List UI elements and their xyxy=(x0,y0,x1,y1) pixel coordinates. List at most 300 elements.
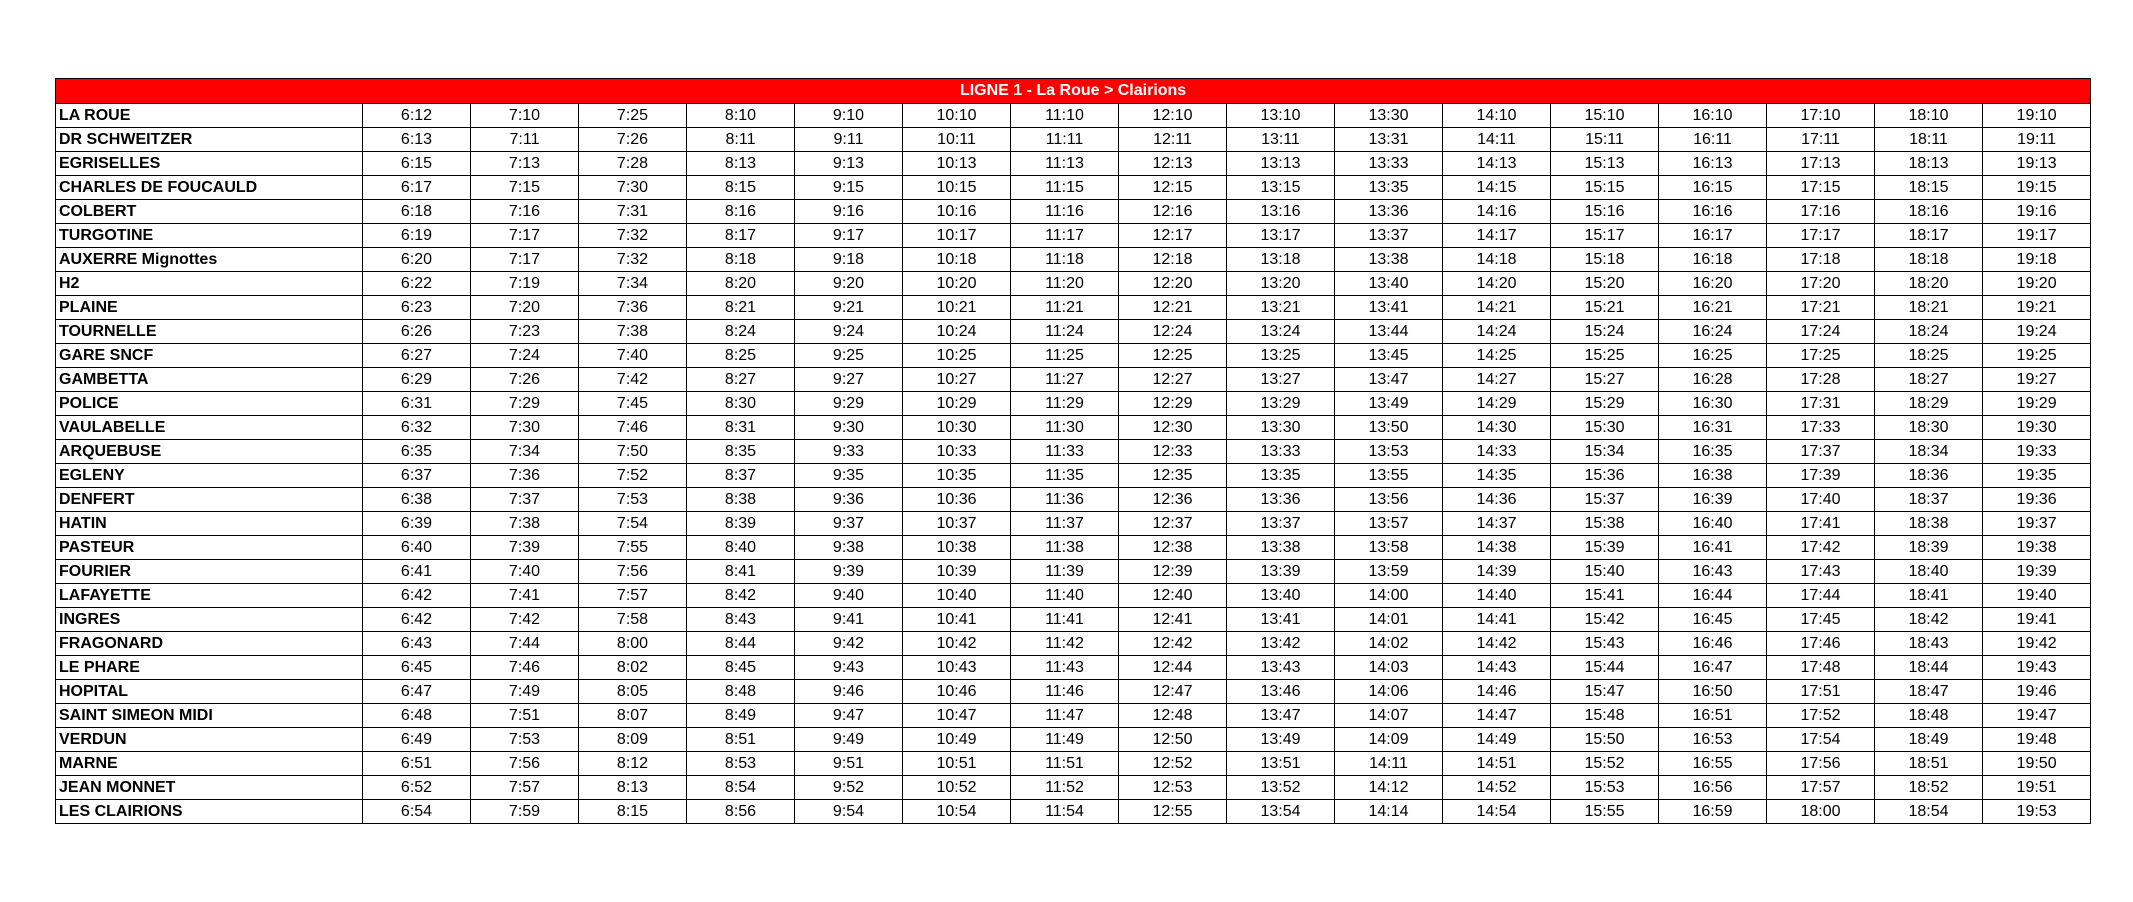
table-row xyxy=(56,776,2091,800)
departure-time: 6:40 xyxy=(363,536,471,560)
departure-time: 9:20 xyxy=(795,272,903,296)
stop-name: AUXERRE Mignottes xyxy=(56,248,363,272)
departure-time: 13:30 xyxy=(1335,104,1443,128)
departure-time: 16:45 xyxy=(1659,608,1767,632)
departure-time: 13:58 xyxy=(1335,536,1443,560)
departure-time: 8:15 xyxy=(687,176,795,200)
departure-time: 11:38 xyxy=(1011,536,1119,560)
departure-time: 17:46 xyxy=(1767,632,1875,656)
departure-time: 12:40 xyxy=(1119,584,1227,608)
departure-time: 13:13 xyxy=(1227,152,1335,176)
departure-time: 15:48 xyxy=(1551,704,1659,728)
departure-time: 16:51 xyxy=(1659,704,1767,728)
departure-time: 8:30 xyxy=(687,392,795,416)
departure-time: 8:38 xyxy=(687,488,795,512)
departure-time: 11:35 xyxy=(1011,464,1119,488)
departure-time: 13:47 xyxy=(1227,704,1335,728)
departure-time: 14:43 xyxy=(1443,656,1551,680)
departure-time: 16:18 xyxy=(1659,248,1767,272)
departure-time: 6:19 xyxy=(363,224,471,248)
departure-time: 8:10 xyxy=(687,104,795,128)
departure-time: 6:52 xyxy=(363,776,471,800)
departure-time: 9:10 xyxy=(795,104,903,128)
departure-time: 17:10 xyxy=(1767,104,1875,128)
departure-time: 12:27 xyxy=(1119,368,1227,392)
departure-time: 6:45 xyxy=(363,656,471,680)
departure-time: 9:49 xyxy=(795,728,903,752)
departure-time: 16:44 xyxy=(1659,584,1767,608)
departure-time: 12:37 xyxy=(1119,512,1227,536)
departure-time: 14:42 xyxy=(1443,632,1551,656)
departure-time: 18:16 xyxy=(1875,200,1983,224)
departure-time: 13:29 xyxy=(1227,392,1335,416)
departure-time: 14:10 xyxy=(1443,104,1551,128)
title-row xyxy=(56,79,2091,104)
departure-time: 6:42 xyxy=(363,584,471,608)
departure-time: 9:35 xyxy=(795,464,903,488)
departure-time: 7:42 xyxy=(579,368,687,392)
departure-time: 12:33 xyxy=(1119,440,1227,464)
departure-time: 6:47 xyxy=(363,680,471,704)
departure-time: 7:30 xyxy=(471,416,579,440)
departure-time: 14:00 xyxy=(1335,584,1443,608)
departure-time: 10:20 xyxy=(903,272,1011,296)
departure-time: 12:20 xyxy=(1119,272,1227,296)
departure-time: 19:29 xyxy=(1983,392,2091,416)
departure-time: 9:25 xyxy=(795,344,903,368)
departure-time: 10:54 xyxy=(903,800,1011,824)
departure-time: 13:53 xyxy=(1335,440,1443,464)
departure-time: 16:50 xyxy=(1659,680,1767,704)
departure-time: 6:38 xyxy=(363,488,471,512)
departure-time: 14:39 xyxy=(1443,560,1551,584)
departure-time: 10:16 xyxy=(903,200,1011,224)
departure-time: 8:13 xyxy=(579,776,687,800)
departure-time: 10:51 xyxy=(903,752,1011,776)
departure-time: 13:35 xyxy=(1227,464,1335,488)
departure-time: 16:21 xyxy=(1659,296,1767,320)
departure-time: 11:10 xyxy=(1011,104,1119,128)
departure-time: 15:41 xyxy=(1551,584,1659,608)
departure-time: 7:56 xyxy=(579,560,687,584)
departure-time: 15:11 xyxy=(1551,128,1659,152)
departure-time: 18:15 xyxy=(1875,176,1983,200)
departure-time: 17:13 xyxy=(1767,152,1875,176)
table-row xyxy=(56,272,2091,296)
stop-name: H2 xyxy=(56,272,363,296)
departure-time: 11:47 xyxy=(1011,704,1119,728)
departure-time: 12:29 xyxy=(1119,392,1227,416)
departure-time: 19:38 xyxy=(1983,536,2091,560)
departure-time: 16:15 xyxy=(1659,176,1767,200)
timetable-container xyxy=(55,78,2082,824)
departure-time: 6:22 xyxy=(363,272,471,296)
departure-time: 16:11 xyxy=(1659,128,1767,152)
table-row xyxy=(56,344,2091,368)
departure-time: 7:17 xyxy=(471,224,579,248)
departure-time: 16:59 xyxy=(1659,800,1767,824)
departure-time: 12:44 xyxy=(1119,656,1227,680)
departure-time: 19:13 xyxy=(1983,152,2091,176)
departure-time: 18:00 xyxy=(1767,800,1875,824)
departure-time: 9:40 xyxy=(795,584,903,608)
departure-time: 16:53 xyxy=(1659,728,1767,752)
table-row xyxy=(56,704,2091,728)
departure-time: 18:27 xyxy=(1875,368,1983,392)
departure-time: 6:39 xyxy=(363,512,471,536)
table-row xyxy=(56,224,2091,248)
departure-time: 14:47 xyxy=(1443,704,1551,728)
departure-time: 11:46 xyxy=(1011,680,1119,704)
departure-time: 17:24 xyxy=(1767,320,1875,344)
departure-time: 8:15 xyxy=(579,800,687,824)
departure-time: 7:53 xyxy=(579,488,687,512)
stop-name: HOPITAL xyxy=(56,680,363,704)
departure-time: 13:51 xyxy=(1227,752,1335,776)
departure-time: 14:33 xyxy=(1443,440,1551,464)
departure-time: 14:35 xyxy=(1443,464,1551,488)
departure-time: 11:51 xyxy=(1011,752,1119,776)
departure-time: 9:15 xyxy=(795,176,903,200)
departure-time: 13:30 xyxy=(1227,416,1335,440)
departure-time: 19:18 xyxy=(1983,248,2091,272)
departure-time: 6:49 xyxy=(363,728,471,752)
departure-time: 16:39 xyxy=(1659,488,1767,512)
departure-time: 7:26 xyxy=(471,368,579,392)
departure-time: 14:11 xyxy=(1335,752,1443,776)
departure-time: 11:25 xyxy=(1011,344,1119,368)
departure-time: 18:25 xyxy=(1875,344,1983,368)
departure-time: 17:37 xyxy=(1767,440,1875,464)
departure-time: 9:30 xyxy=(795,416,903,440)
departure-time: 15:47 xyxy=(1551,680,1659,704)
departure-time: 19:50 xyxy=(1983,752,2091,776)
timetable xyxy=(55,78,2091,824)
departure-time: 17:18 xyxy=(1767,248,1875,272)
table-row xyxy=(56,536,2091,560)
departure-time: 14:15 xyxy=(1443,176,1551,200)
departure-time: 13:45 xyxy=(1335,344,1443,368)
departure-time: 19:30 xyxy=(1983,416,2091,440)
departure-time: 9:21 xyxy=(795,296,903,320)
departure-time: 11:42 xyxy=(1011,632,1119,656)
table-row xyxy=(56,632,2091,656)
departure-time: 18:51 xyxy=(1875,752,1983,776)
departure-time: 14:09 xyxy=(1335,728,1443,752)
departure-time: 12:35 xyxy=(1119,464,1227,488)
departure-time: 15:30 xyxy=(1551,416,1659,440)
departure-time: 13:27 xyxy=(1227,368,1335,392)
table-row xyxy=(56,608,2091,632)
table-row xyxy=(56,656,2091,680)
departure-time: 14:14 xyxy=(1335,800,1443,824)
departure-time: 6:29 xyxy=(363,368,471,392)
departure-time: 8:07 xyxy=(579,704,687,728)
departure-time: 18:48 xyxy=(1875,704,1983,728)
departure-time: 10:21 xyxy=(903,296,1011,320)
departure-time: 15:17 xyxy=(1551,224,1659,248)
departure-time: 9:38 xyxy=(795,536,903,560)
stop-name: TURGOTINE xyxy=(56,224,363,248)
departure-time: 13:10 xyxy=(1227,104,1335,128)
departure-time: 7:42 xyxy=(471,608,579,632)
departure-time: 12:10 xyxy=(1119,104,1227,128)
table-row xyxy=(56,200,2091,224)
departure-time: 12:16 xyxy=(1119,200,1227,224)
departure-time: 15:40 xyxy=(1551,560,1659,584)
departure-time: 10:42 xyxy=(903,632,1011,656)
departure-time: 11:18 xyxy=(1011,248,1119,272)
departure-time: 18:42 xyxy=(1875,608,1983,632)
departure-time: 18:24 xyxy=(1875,320,1983,344)
departure-time: 7:15 xyxy=(471,176,579,200)
table-row xyxy=(56,248,2091,272)
stop-name: LA ROUE xyxy=(56,104,363,128)
departure-time: 9:52 xyxy=(795,776,903,800)
departure-time: 9:51 xyxy=(795,752,903,776)
departure-time: 6:32 xyxy=(363,416,471,440)
departure-time: 11:27 xyxy=(1011,368,1119,392)
departure-time: 14:01 xyxy=(1335,608,1443,632)
departure-time: 8:11 xyxy=(687,128,795,152)
departure-time: 9:13 xyxy=(795,152,903,176)
departure-time: 7:29 xyxy=(471,392,579,416)
departure-time: 19:40 xyxy=(1983,584,2091,608)
departure-time: 13:47 xyxy=(1335,368,1443,392)
departure-time: 16:43 xyxy=(1659,560,1767,584)
departure-time: 7:13 xyxy=(471,152,579,176)
departure-time: 8:00 xyxy=(579,632,687,656)
departure-time: 11:40 xyxy=(1011,584,1119,608)
departure-time: 19:39 xyxy=(1983,560,2091,584)
departure-time: 13:49 xyxy=(1227,728,1335,752)
departure-time: 18:13 xyxy=(1875,152,1983,176)
departure-time: 15:10 xyxy=(1551,104,1659,128)
departure-time: 6:51 xyxy=(363,752,471,776)
departure-time: 8:42 xyxy=(687,584,795,608)
stop-name: MARNE xyxy=(56,752,363,776)
departure-time: 11:17 xyxy=(1011,224,1119,248)
departure-time: 18:40 xyxy=(1875,560,1983,584)
departure-time: 12:38 xyxy=(1119,536,1227,560)
stop-name: PASTEUR xyxy=(56,536,363,560)
departure-time: 19:53 xyxy=(1983,800,2091,824)
departure-time: 7:40 xyxy=(471,560,579,584)
departure-time: 7:20 xyxy=(471,296,579,320)
departure-time: 19:51 xyxy=(1983,776,2091,800)
departure-time: 13:37 xyxy=(1227,512,1335,536)
departure-time: 13:36 xyxy=(1227,488,1335,512)
departure-time: 10:18 xyxy=(903,248,1011,272)
departure-time: 9:18 xyxy=(795,248,903,272)
departure-time: 7:53 xyxy=(471,728,579,752)
departure-time: 7:32 xyxy=(579,224,687,248)
table-row xyxy=(56,584,2091,608)
departure-time: 14:12 xyxy=(1335,776,1443,800)
stop-name: PLAINE xyxy=(56,296,363,320)
departure-time: 17:56 xyxy=(1767,752,1875,776)
stop-name: INGRES xyxy=(56,608,363,632)
departure-time: 19:36 xyxy=(1983,488,2091,512)
departure-time: 19:16 xyxy=(1983,200,2091,224)
stop-name: VERDUN xyxy=(56,728,363,752)
departure-time: 10:29 xyxy=(903,392,1011,416)
departure-time: 9:27 xyxy=(795,368,903,392)
departure-time: 13:56 xyxy=(1335,488,1443,512)
table-row xyxy=(56,416,2091,440)
departure-time: 10:11 xyxy=(903,128,1011,152)
departure-time: 12:17 xyxy=(1119,224,1227,248)
departure-time: 13:33 xyxy=(1335,152,1443,176)
departure-time: 10:40 xyxy=(903,584,1011,608)
departure-time: 15:13 xyxy=(1551,152,1659,176)
departure-time: 10:43 xyxy=(903,656,1011,680)
departure-time: 19:46 xyxy=(1983,680,2091,704)
table-row xyxy=(56,104,2091,128)
departure-time: 18:21 xyxy=(1875,296,1983,320)
departure-time: 7:52 xyxy=(579,464,687,488)
departure-time: 9:39 xyxy=(795,560,903,584)
departure-time: 15:20 xyxy=(1551,272,1659,296)
departure-time: 18:43 xyxy=(1875,632,1983,656)
departure-time: 19:43 xyxy=(1983,656,2091,680)
departure-time: 18:11 xyxy=(1875,128,1983,152)
departure-time: 19:10 xyxy=(1983,104,2091,128)
departure-time: 13:35 xyxy=(1335,176,1443,200)
departure-time: 7:30 xyxy=(579,176,687,200)
departure-time: 10:36 xyxy=(903,488,1011,512)
departure-time: 10:49 xyxy=(903,728,1011,752)
departure-time: 11:43 xyxy=(1011,656,1119,680)
departure-time: 7:57 xyxy=(579,584,687,608)
departure-time: 18:29 xyxy=(1875,392,1983,416)
departure-time: 10:37 xyxy=(903,512,1011,536)
stop-name: CHARLES DE FOUCAULD xyxy=(56,176,363,200)
departure-time: 17:15 xyxy=(1767,176,1875,200)
departure-time: 16:56 xyxy=(1659,776,1767,800)
table-row xyxy=(56,176,2091,200)
departure-time: 19:37 xyxy=(1983,512,2091,536)
departure-time: 15:55 xyxy=(1551,800,1659,824)
departure-time: 7:26 xyxy=(579,128,687,152)
departure-time: 6:48 xyxy=(363,704,471,728)
departure-time: 17:57 xyxy=(1767,776,1875,800)
departure-time: 11:11 xyxy=(1011,128,1119,152)
departure-time: 17:43 xyxy=(1767,560,1875,584)
departure-time: 7:41 xyxy=(471,584,579,608)
departure-time: 11:16 xyxy=(1011,200,1119,224)
departure-time: 12:15 xyxy=(1119,176,1227,200)
departure-time: 17:44 xyxy=(1767,584,1875,608)
departure-time: 13:49 xyxy=(1335,392,1443,416)
stop-name: JEAN MONNET xyxy=(56,776,363,800)
departure-time: 18:38 xyxy=(1875,512,1983,536)
departure-time: 16:25 xyxy=(1659,344,1767,368)
departure-time: 14:06 xyxy=(1335,680,1443,704)
stop-name: ARQUEBUSE xyxy=(56,440,363,464)
departure-time: 9:36 xyxy=(795,488,903,512)
departure-time: 10:17 xyxy=(903,224,1011,248)
departure-time: 14:13 xyxy=(1443,152,1551,176)
departure-time: 17:21 xyxy=(1767,296,1875,320)
departure-time: 11:33 xyxy=(1011,440,1119,464)
departure-time: 18:34 xyxy=(1875,440,1983,464)
departure-time: 12:48 xyxy=(1119,704,1227,728)
departure-time: 15:16 xyxy=(1551,200,1659,224)
departure-time: 13:37 xyxy=(1335,224,1443,248)
departure-time: 7:34 xyxy=(579,272,687,296)
departure-time: 12:36 xyxy=(1119,488,1227,512)
departure-time: 7:44 xyxy=(471,632,579,656)
departure-time: 13:40 xyxy=(1227,584,1335,608)
departure-time: 19:25 xyxy=(1983,344,2091,368)
departure-time: 17:51 xyxy=(1767,680,1875,704)
departure-time: 14:07 xyxy=(1335,704,1443,728)
departure-time: 11:41 xyxy=(1011,608,1119,632)
departure-time: 6:31 xyxy=(363,392,471,416)
departure-time: 7:39 xyxy=(471,536,579,560)
departure-time: 14:46 xyxy=(1443,680,1551,704)
departure-time: 8:25 xyxy=(687,344,795,368)
departure-time: 10:30 xyxy=(903,416,1011,440)
departure-time: 16:24 xyxy=(1659,320,1767,344)
departure-time: 7:23 xyxy=(471,320,579,344)
departure-time: 7:38 xyxy=(471,512,579,536)
departure-time: 13:39 xyxy=(1227,560,1335,584)
departure-time: 19:11 xyxy=(1983,128,2091,152)
departure-time: 15:25 xyxy=(1551,344,1659,368)
departure-time: 8:49 xyxy=(687,704,795,728)
departure-time: 13:31 xyxy=(1335,128,1443,152)
timetable-body xyxy=(56,104,2091,824)
departure-time: 15:53 xyxy=(1551,776,1659,800)
departure-time: 14:38 xyxy=(1443,536,1551,560)
departure-time: 19:33 xyxy=(1983,440,2091,464)
table-row xyxy=(56,752,2091,776)
table-row xyxy=(56,296,2091,320)
departure-time: 18:41 xyxy=(1875,584,1983,608)
table-row xyxy=(56,464,2091,488)
departure-time: 8:09 xyxy=(579,728,687,752)
departure-time: 8:51 xyxy=(687,728,795,752)
departure-time: 19:48 xyxy=(1983,728,2091,752)
stop-name: EGRISELLES xyxy=(56,152,363,176)
departure-time: 13:38 xyxy=(1335,248,1443,272)
stop-name: LES CLAIRIONS xyxy=(56,800,363,824)
departure-time: 12:30 xyxy=(1119,416,1227,440)
departure-time: 8:27 xyxy=(687,368,795,392)
departure-time: 13:43 xyxy=(1227,656,1335,680)
departure-time: 13:16 xyxy=(1227,200,1335,224)
departure-time: 11:30 xyxy=(1011,416,1119,440)
departure-time: 14:51 xyxy=(1443,752,1551,776)
departure-time: 8:35 xyxy=(687,440,795,464)
departure-time: 8:48 xyxy=(687,680,795,704)
departure-time: 13:38 xyxy=(1227,536,1335,560)
departure-time: 9:29 xyxy=(795,392,903,416)
departure-time: 19:17 xyxy=(1983,224,2091,248)
departure-time: 16:13 xyxy=(1659,152,1767,176)
departure-time: 13:57 xyxy=(1335,512,1443,536)
departure-time: 15:36 xyxy=(1551,464,1659,488)
departure-time: 18:17 xyxy=(1875,224,1983,248)
departure-time: 11:54 xyxy=(1011,800,1119,824)
departure-time: 12:47 xyxy=(1119,680,1227,704)
departure-time: 14:52 xyxy=(1443,776,1551,800)
stop-name: EGLENY xyxy=(56,464,363,488)
departure-time: 12:18 xyxy=(1119,248,1227,272)
departure-time: 7:38 xyxy=(579,320,687,344)
